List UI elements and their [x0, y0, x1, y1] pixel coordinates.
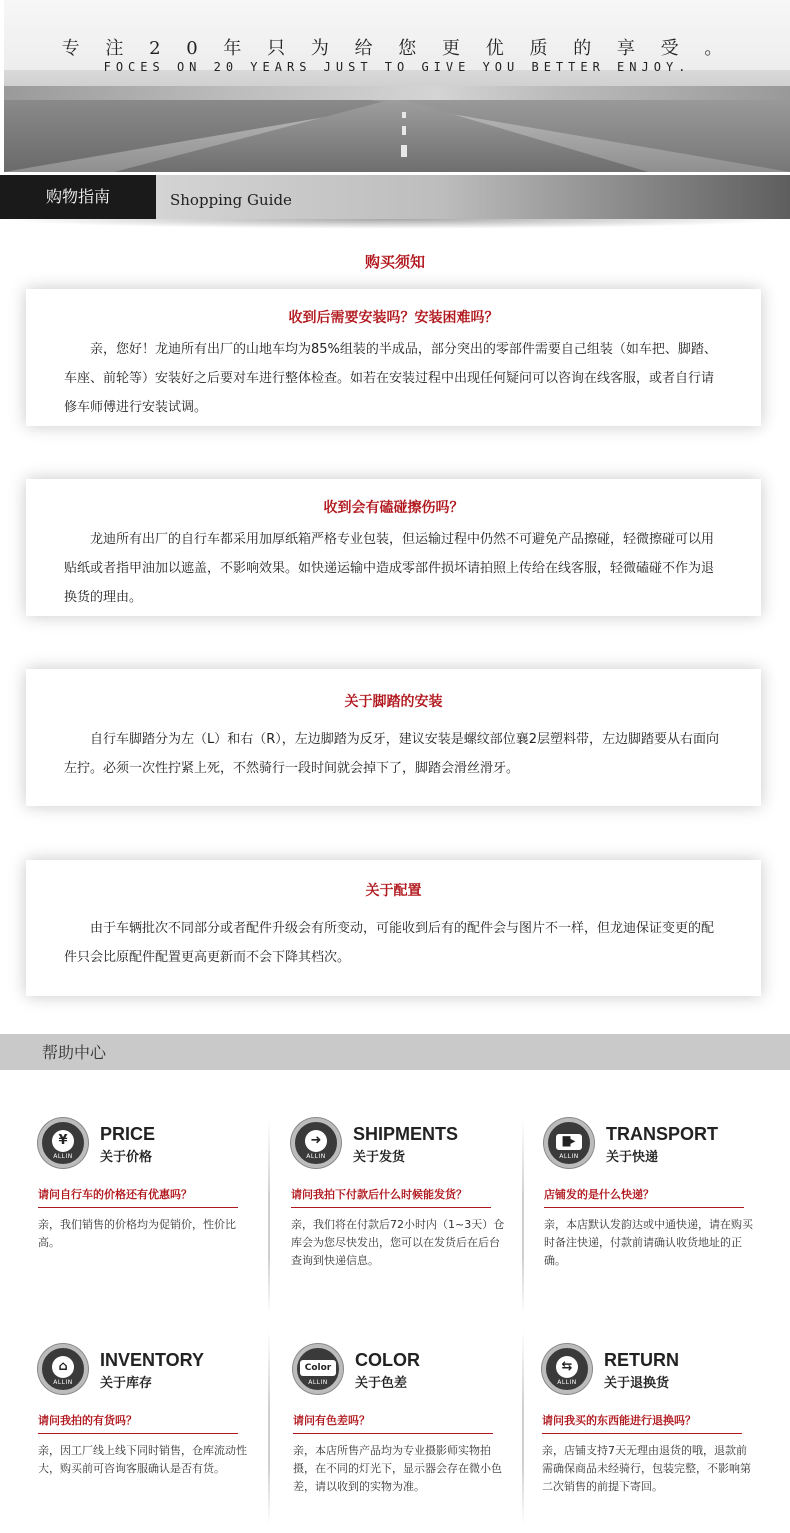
help-item-en: INVENTORY — [100, 1350, 205, 1370]
help-answer: 亲，店铺支持7天无理由退货的哦，退款前需确保商品未经骑行，包装完整，不影响第二次销售的前提下寄回。 — [542, 1444, 751, 1493]
help-item-en: RETURN — [604, 1350, 679, 1370]
guide-shadow — [0, 219, 790, 229]
help-answer: 亲，本店默认发韵达或中通快递，请在购买时备注快递，付款前请确认收货地址的正确。 — [544, 1218, 753, 1267]
divider — [522, 1120, 524, 1315]
help-question: 请问自行车的价格还有优惠吗？ — [38, 1186, 238, 1208]
help-question: 请问我拍的有货吗？ — [38, 1412, 238, 1434]
faq-card-title: 关于脚踏的安装 — [344, 694, 443, 710]
faq-card-body: 龙迪所有出厂的自行车都采用加厚纸箱严格专业包装，但运输过程中仍然不可避免产品擦碰，轻微擦碰可以用贴纸或者指甲油加以遮盖，不影响效果。如快递运输中造成零部件损坏请拍照上传给在线客服，轻微磕碰不作为退换货的理由。 — [64, 532, 715, 605]
guide-label-cn: 购物指南 — [0, 175, 156, 219]
road-line — [402, 112, 406, 118]
faq-card — [26, 289, 761, 426]
faq-card-body: 亲，您好！龙迪所有出厂的山地车均为85%组装的半成品，部分突出的零部件需要自己组装（如车把、脚踏、车座、前轮等）安装好之后要对车进行整体检查。如若在安装过程中出现任何疑问可以咨询在线客服，或者自行请修车师傅进行安装试调。 — [64, 342, 717, 415]
guide-label-en: Shopping Guide — [170, 191, 292, 209]
faq-card-body: 自行车脚踏分为左（L）和右（R），左边脚踏为反牙，建议安装是螺纹部位襄2层塑料带，左边脚踏要从右面向左拧。必须一次性拧紧上死，不然骑行一段时间就会掉下了，脚踏会滑丝滑牙。 — [64, 732, 720, 776]
help-item-cn: 关于价格 — [100, 1150, 153, 1165]
road-line — [402, 126, 406, 135]
help-item-cn: 关于库存 — [100, 1376, 153, 1391]
help-item-cn: 关于退换货 — [604, 1376, 670, 1391]
faq-card — [26, 860, 761, 996]
notice-title: 购买须知 — [364, 253, 425, 271]
faq-card-title: 关于配置 — [365, 883, 422, 899]
help-question: 请问我拍下付款后什么时候能发货？ — [291, 1186, 491, 1208]
help-item-en: COLOR — [355, 1350, 420, 1370]
faq-card — [26, 669, 761, 806]
help-answer: 亲，我们将在付款后72小时内（1~3天）仓库会为您尽快发出，您可以在发货后在后台查询到快递信息。 — [291, 1218, 505, 1267]
house-icon: ⌂ ALLIN — [38, 1344, 88, 1394]
road-line — [401, 145, 407, 157]
help-center-bar — [0, 1034, 790, 1070]
help-item-en: PRICE — [100, 1124, 156, 1144]
faq-card-title: 收到后需要安装吗？安装困难吗？ — [288, 310, 499, 326]
help-item-cn: 关于色差 — [355, 1376, 408, 1391]
help-item-cn: 关于快递 — [606, 1150, 659, 1165]
help-item-en: TRANSPORT — [606, 1124, 718, 1144]
help-answer: 亲，本店所售产品均为专业摄影师实物拍摄，在不同的灯光下，显示器会存在微小色差，请以收到的实物为准。 — [293, 1444, 502, 1493]
help-center-title: 帮助中心 — [42, 1043, 107, 1062]
truck-icon: ▇▸ ALLIN — [544, 1118, 594, 1168]
help-answer: 亲，我们销售的价格均为促销价，性价比高。 — [38, 1218, 236, 1249]
divider — [268, 1120, 270, 1315]
exchange-icon: ⇆ ALLIN — [542, 1344, 592, 1394]
divider — [268, 1330, 270, 1525]
help-answer: 亲，因工厂线上线下同时销售，仓库流动性大，购买前可咨询客服确认是否有货。 — [38, 1444, 247, 1475]
faq-card-body: 由于车辆批次不同部分或者配件升级会有所变动，可能收到后有的配件会与图片不一样，但龙迪保证变更的配件只会比原配件配置更高更新而不会下降其档次。 — [64, 921, 715, 965]
help-question: 请问有色差吗？ — [293, 1412, 493, 1434]
color-icon: Color ALLIN — [293, 1344, 343, 1394]
help-question: 店铺发的是什么快递？ — [544, 1186, 744, 1208]
help-item-cn: 关于发货 — [353, 1150, 406, 1165]
hero-title-cn: 专 注 2 0 年 只 为 给 您 更 优 质 的 享 受 。 — [61, 38, 733, 59]
shopping-guide-bar — [0, 175, 790, 219]
help-item-en: SHIPMENTS — [353, 1124, 459, 1144]
divider — [522, 1330, 524, 1525]
faq-card — [26, 479, 761, 616]
arrow-right-icon: ➜ ALLIN — [291, 1118, 341, 1168]
help-question: 请问我买的东西能进行退换吗？ — [542, 1412, 742, 1434]
hero-banner — [4, 0, 790, 172]
yen-icon: ¥ ALLIN — [38, 1118, 88, 1168]
hero-title-en: FOCES ON 20 YEARS JUST TO GIVE YOU BETTER ENJOY. — [103, 60, 691, 74]
faq-card-title: 收到会有磕碰擦伤吗？ — [323, 500, 464, 516]
